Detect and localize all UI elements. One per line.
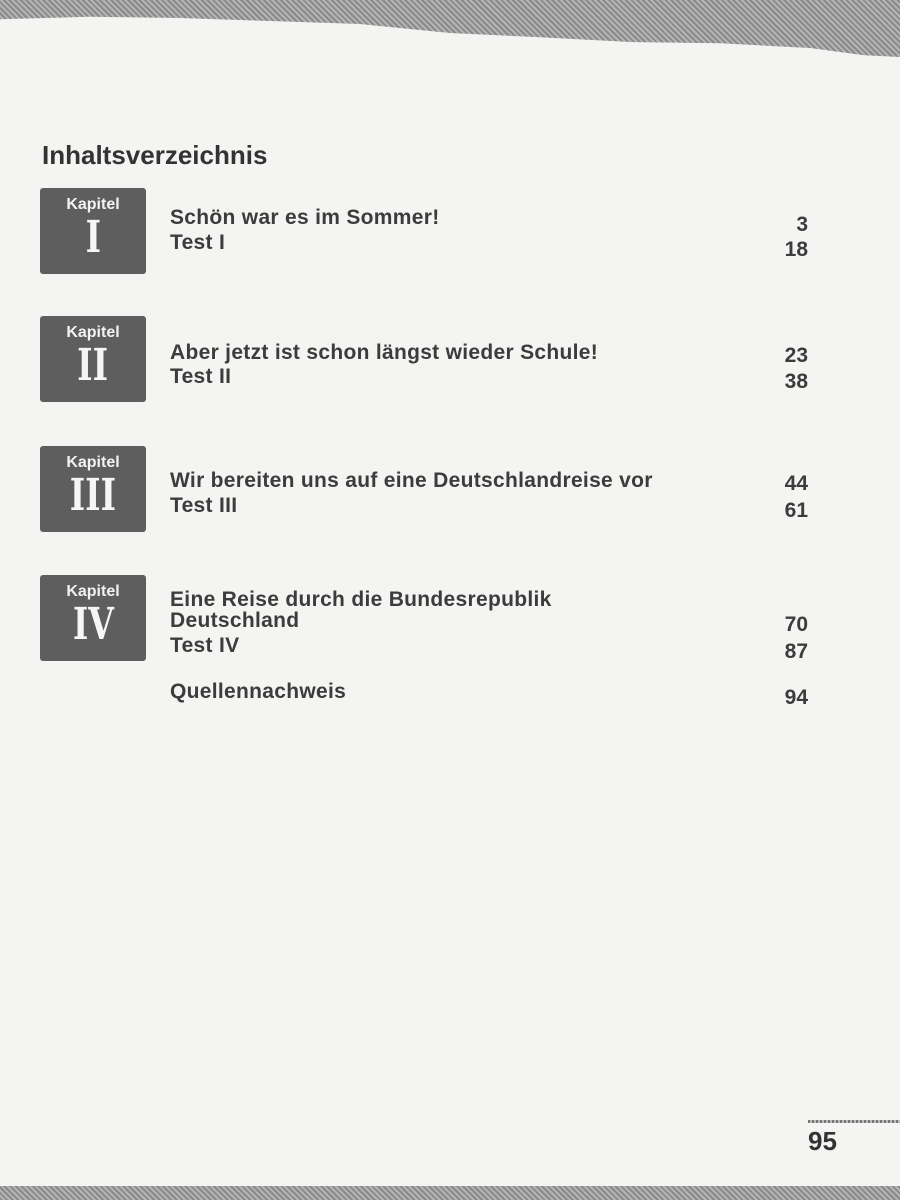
sources-title: Quellennachweis [170,680,347,703]
toc-entry-title: Wir bereiten uns auf eine Deutschlandreise vor [170,469,653,492]
sources-page: 94 [784,686,808,709]
badge-label: Kapitel [66,324,120,341]
toc-entry-page: 61 [784,499,808,522]
toc-entry-page: 38 [784,370,808,393]
toc-entry-page: 44 [784,472,808,495]
chapter-badge-1 [40,188,146,274]
toc-entry-title: Eine Reise durch die Bundesrepublik [170,588,552,611]
toc-entry-title: Test IV [170,634,240,657]
chapter-badge-3 [40,446,146,532]
badge-label: Kapitel [66,454,120,471]
footer-rule [808,1120,900,1123]
toc-entry-page: 23 [784,344,808,367]
torn-paper-edge-top [0,0,900,60]
toc-entry-title: Aber jetzt ist schon längst wieder Schule! [170,341,599,364]
chapter-numeral: III [69,470,117,521]
chapter-badge-2 [40,316,146,402]
toc-entry-title: Schön war es im Sommer! [170,206,440,229]
chapter-numeral: I [85,212,101,263]
toc-entry-page: 18 [784,238,808,261]
chapter-badge-4 [40,575,146,661]
chapter-numeral: II [77,340,109,391]
toc-entry-title: Deutschland [170,609,300,632]
page-title: Inhaltsverzeichnis [42,140,268,170]
toc-entry-title: Test II [170,365,232,388]
badge-label: Kapitel [66,196,120,213]
toc-entry-page: 87 [784,640,808,663]
page-number: 95 [808,1126,837,1156]
toc-entry-page: 3 [796,213,808,236]
chapter-numeral: IV [72,599,114,650]
toc-entry-title: Test III [170,494,238,517]
toc-entry-title: Test I [170,231,226,254]
torn-paper-edge-bottom [0,1186,900,1200]
badge-label: Kapitel [66,583,120,600]
toc-entry-page: 70 [784,613,808,636]
